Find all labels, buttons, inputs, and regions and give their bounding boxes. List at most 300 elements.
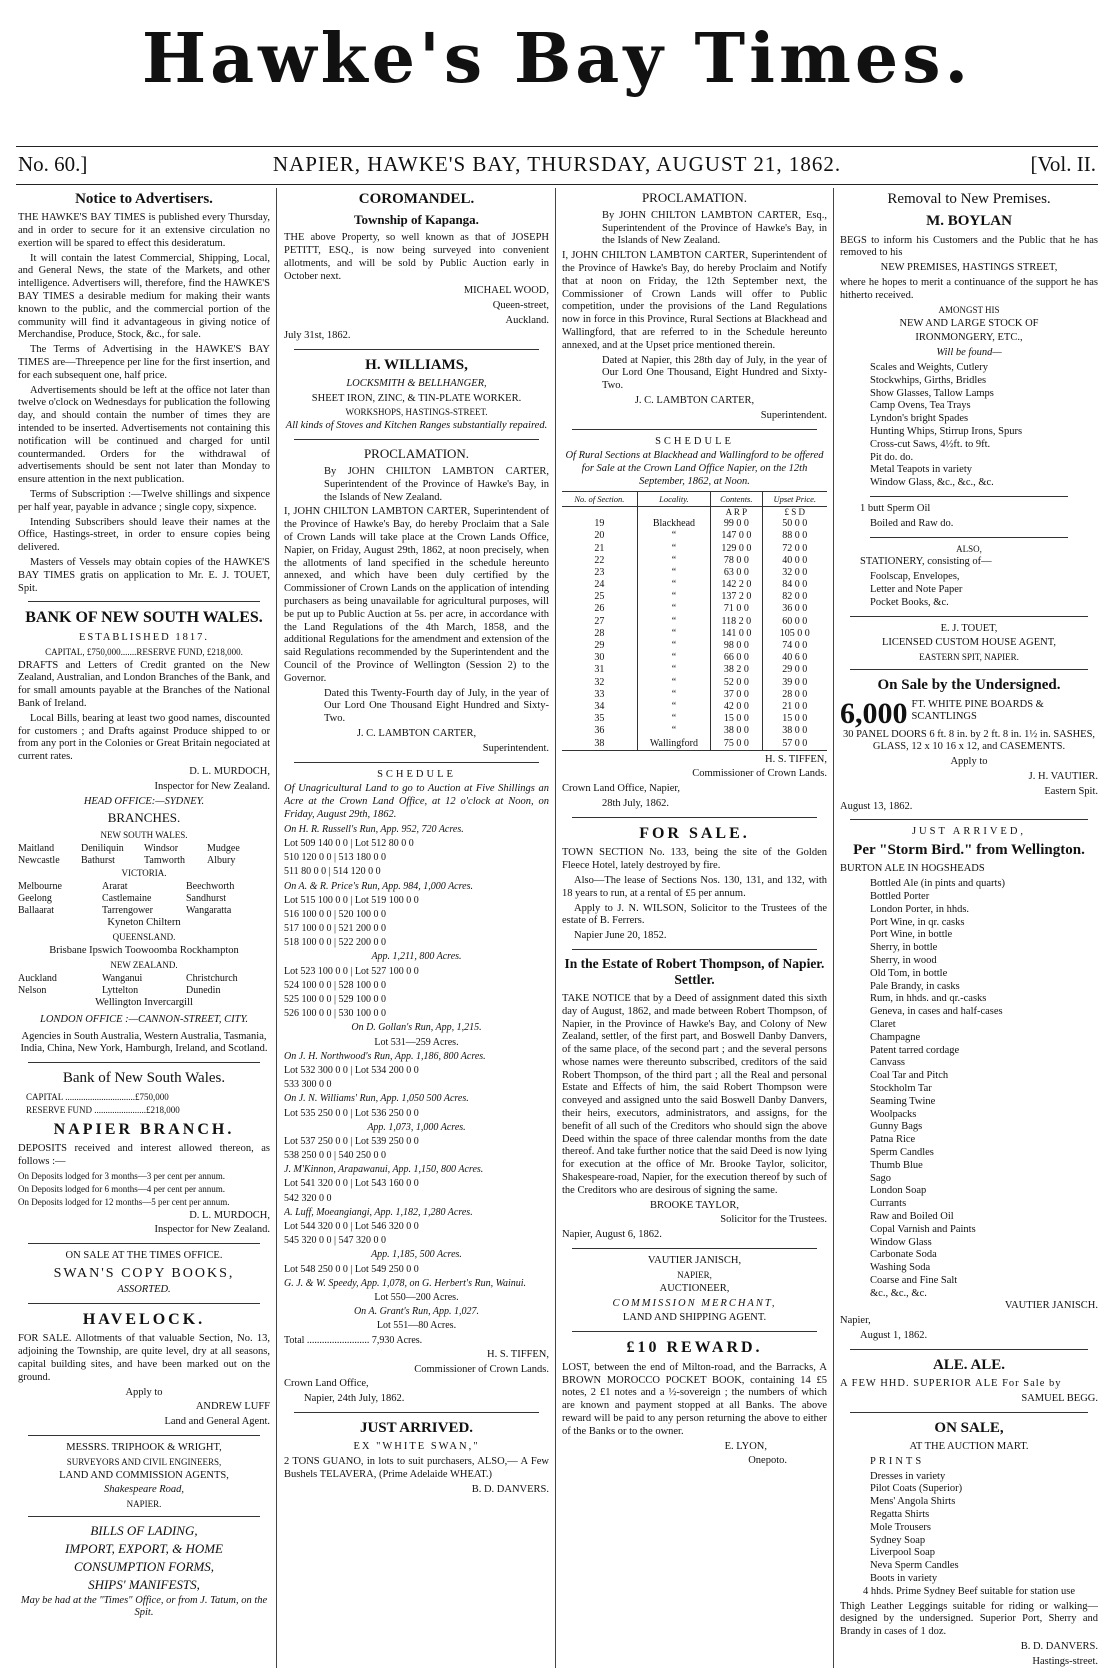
- run-heading: On A. Grant's Run, App. 1,027.: [353, 1306, 480, 1318]
- table-row: [562, 567, 827, 579]
- vautier-apply: Apply to: [950, 756, 988, 768]
- touet-title: LICENSED CUSTOM HOUSE AGENT,: [881, 637, 1057, 649]
- williams-trade: SHEET IRON, ZINC, & TIN-PLATE WORKER.: [311, 392, 522, 404]
- divider: [28, 1303, 260, 1304]
- table-row: [562, 579, 827, 591]
- list-item: Raw and Boiled Oil: [870, 1210, 954, 1222]
- branches-title: BRANCHES.: [107, 810, 181, 826]
- triphook-line: SURVEYORS AND CIVIL ENGINEERS,: [66, 1456, 222, 1467]
- vautier-janisch: VAUTIER JANISCH,: [647, 1255, 742, 1267]
- schedule-signature: H. S. TIFFEN,: [765, 753, 827, 765]
- reward-signature: E. LYON,: [724, 1440, 767, 1452]
- run-heading: G. J. & W. Speedy, App. 1,078, on G. Herbert's Run, Wainui.: [284, 1277, 527, 1289]
- schedule-total: Total ......................... 7,930 Acres.: [284, 1334, 423, 1346]
- top-rule: [16, 146, 1098, 147]
- table-cell: 28 0 0: [762, 689, 827, 701]
- bills-line: BILLS OF LADING,: [90, 1523, 198, 1539]
- column-2: [284, 188, 549, 1668]
- table-cell: 26: [594, 603, 605, 615]
- table-cell: 142 2 0: [711, 579, 763, 591]
- list-item: Stockwhips, Girths, Bridles: [870, 374, 987, 386]
- list-item: Patna Rice: [870, 1134, 916, 1146]
- vautier-janisch-line: LAND AND SHIPPING AGENT.: [622, 1312, 767, 1324]
- branch: Mudgee: [207, 843, 240, 855]
- list-item: Lyndon's bright Spades: [870, 413, 969, 425]
- run-heading: On J. H. Northwood's Run, App. 1,186, 800 Acres.: [284, 1050, 486, 1062]
- schedule-place: Crown Land Office, Napier,: [562, 783, 681, 795]
- list-item: Seaming Twine: [870, 1095, 936, 1107]
- divider: [28, 1243, 260, 1244]
- list-item: Sperm Candles: [870, 1146, 934, 1158]
- branch: Castlemaine: [102, 892, 152, 904]
- bills-line: SHIPS' MANIFESTS,: [88, 1576, 200, 1592]
- notice-text: The Terms of Advertising in the HAWKE'S BAY TIMES are—Threepence per line for the first insertion, and for each subsequent one, half price.: [18, 344, 270, 381]
- table-cell: [562, 507, 637, 518]
- branch: Wangaratta: [186, 905, 232, 916]
- table-cell: “: [637, 725, 710, 737]
- stationery: STATIONERY, consisting of—: [860, 556, 992, 568]
- table-cell: “: [637, 664, 710, 676]
- lot-row: Lot 535 250 0 0 | Lot 536 250 0 0: [284, 1107, 419, 1119]
- table-cell: 71 0 0: [711, 603, 763, 615]
- bank-text: DRAFTS and Letters of Credit granted on the New Zealand, Australian, and London Branches of the Bank, and for small amounts payable at the Branches of the National Bank of Ireland.: [18, 659, 270, 710]
- proclamation-title: PROCLAMATION.: [363, 446, 470, 462]
- divider: [294, 349, 539, 350]
- table-cell: 98 0 0: [711, 640, 763, 652]
- lot-row: 525 100 0 0 | 529 100 0 0: [284, 994, 387, 1006]
- coromandel-address: Queen-street,: [492, 300, 549, 312]
- schedule-signature-title: Commissioner of Crown Lands.: [692, 768, 827, 780]
- table-cell: “: [637, 677, 710, 689]
- burton-ale: BURTON ALE IN HOGSHEADS: [840, 863, 985, 875]
- list-item: Boots in variety: [870, 1573, 938, 1585]
- branch: Deniliquin: [81, 843, 124, 855]
- nz-branches-last: Wellington Invercargill: [95, 997, 193, 1009]
- table-cell: 42 0 0: [711, 701, 763, 713]
- lot-row: 542 320 0 0: [284, 1192, 332, 1204]
- head-office: HEAD OFFICE:—SYDNEY.: [83, 795, 205, 807]
- schedule-signature-title: Commissioner of Crown Lands.: [414, 1363, 549, 1375]
- branch: Ballaarat: [18, 905, 55, 916]
- lot-row: Lot 551—80 Acres.: [376, 1320, 457, 1332]
- lot-row: 545 320 0 0 | 547 320 0 0: [284, 1235, 387, 1247]
- branch: Beechworth: [186, 880, 235, 892]
- list-item: Sherry, in bottle: [870, 942, 938, 954]
- boards-text: FT. WHITE PINE BOARDS & SCANTLINGS: [911, 698, 1044, 723]
- just-arrived-title: JUST ARRIVED.: [359, 1419, 474, 1436]
- nsw-branches: [18, 843, 270, 867]
- lot-row: 533 300 0 0: [284, 1079, 332, 1091]
- list-item: Mens' Angola Shirts: [870, 1496, 956, 1508]
- ale-text: A FEW HHD. SUPERIOR ALE For Sale by: [840, 1378, 1062, 1390]
- schedule-title: SCHEDULE: [377, 768, 456, 780]
- coromandel-signature: MICHAEL WOOD,: [463, 285, 549, 297]
- williams-trade: LOCKSMITH & BELLHANGER,: [346, 377, 487, 389]
- proclamation-by: By JOHN CHILTON LAMBTON CARTER, Superintendent of the Province of Hawke's Bay, in the Islands of New Zealand.: [324, 466, 549, 503]
- just-arrived-text: 2 TONS GUANO, in lots to suit purchasers, ALSO,— A Few Bushels TELAVERA, (Prime Adelaide WHEAT.): [284, 1455, 549, 1480]
- table-cell: “: [637, 652, 710, 664]
- table-cell: 15 0 0: [711, 713, 763, 725]
- table-cell: “: [637, 616, 710, 628]
- reward-title: £10 REWARD.: [626, 1339, 763, 1357]
- goods-date: August 1, 1862.: [860, 1330, 928, 1342]
- notice-text: Terms of Subscription :—Twelve shillings and sixpence per half year, payable in advance ; single copy, sixpence.: [18, 489, 270, 513]
- schedule-date: Napier, 24th July, 1862.: [304, 1393, 405, 1405]
- divider: [28, 1435, 260, 1436]
- branch: Geelong: [18, 892, 52, 904]
- lot-row: 526 100 0 0 | 530 100 0 0: [284, 1008, 387, 1020]
- table-cell: 141 0 0: [711, 628, 763, 640]
- branch: Newcastle: [18, 855, 60, 867]
- divider: [294, 439, 539, 440]
- list-item: Coal Tar and Pitch: [870, 1070, 949, 1082]
- issue-number: No. 60.]: [18, 152, 88, 176]
- swan-copy-books: SWAN'S COPY BOOKS,: [53, 1265, 235, 1281]
- column-header: Locality.: [637, 491, 710, 506]
- table-cell: 19: [594, 518, 605, 530]
- coromandel-date: July 31st, 1862.: [284, 329, 351, 341]
- london-office: LONDON OFFICE :—CANNON-STREET, CITY.: [40, 1013, 248, 1025]
- units-row: [562, 507, 827, 518]
- volume-number: [Vol. II.: [1030, 152, 1096, 176]
- table-row: [562, 701, 827, 713]
- table-cell: 137 2 0: [711, 591, 763, 603]
- lot-row: Lot 537 250 0 0 | Lot 539 250 0 0: [284, 1135, 419, 1147]
- divider: [572, 949, 817, 950]
- divider: [850, 819, 1088, 820]
- proclamation-signature: J. C. LAMBTON CARTER,: [634, 395, 755, 407]
- reward-signature-place: Onepoto.: [748, 1455, 787, 1467]
- divider: [850, 669, 1088, 670]
- branch: Nelson: [18, 984, 47, 996]
- table-cell: 50 0 0: [762, 518, 827, 530]
- list-item: Window Glass, &c., &c., &c.: [870, 477, 994, 489]
- table-cell: 23: [594, 566, 605, 578]
- branch: Tamworth: [144, 855, 185, 867]
- table-row: [562, 689, 827, 701]
- run-heading: On D. Gollan's Run, App, 1,215.: [351, 1022, 482, 1034]
- table-cell: 39 0 0: [762, 677, 827, 689]
- list-item: Carbonate Soda: [870, 1249, 937, 1261]
- lot-row: Lot 548 250 0 0 | Lot 549 250 0 0: [284, 1263, 419, 1275]
- proclamation-signature-title: Superintendent.: [760, 409, 827, 421]
- branch: Lyttelton: [102, 984, 139, 996]
- bank-text: Local Bills, bearing at least two good names, discounted for customers ; and Drafts against Produce shipped to or from any port in the Colonies or Great Britain negociated at current rates.: [18, 712, 270, 763]
- williams-note: All kinds of Stoves and Kitchen Ranges substantially repaired.: [285, 420, 548, 432]
- qld-branches: Brisbane Ipswich Toowoomba Rockhampton: [49, 944, 239, 956]
- run-heading: App. 1,211, 800 Acres.: [371, 951, 462, 963]
- column-header: No. of Section.: [562, 491, 637, 506]
- bank-signature: D. L. MURDOCH,: [189, 766, 270, 778]
- deposits-text: DEPOSITS received and interest allowed thereon, as follows :—: [18, 1143, 270, 1167]
- lot-row: 518 100 0 0 | 522 200 0 0: [284, 937, 387, 949]
- lot-row: 516 100 0 0 | 520 100 0 0: [284, 908, 387, 920]
- proclamation-text: I, JOHN CHILTON LAMBTON CARTER, Superintendent of the Province of Hawke's Bay, do hereby Proclaim and Notify that at noon on Friday, the 12th September next, the Commissioner of Crown Lands will offer to Public competition, under the provisions of the Land Regulations now in force in this Province, Rural Sections at Blackhead and Wallingford, that are referred to in the Schedule hereunto annexed, and at the Upset price mentioned therein.: [562, 250, 827, 351]
- lot-row: Lot 541 320 0 0 | Lot 543 160 0 0: [284, 1178, 419, 1190]
- table-cell: 21: [594, 542, 605, 554]
- table-row: [562, 652, 827, 664]
- lot-schedule: [284, 824, 549, 1347]
- estate-title: In the Estate of Robert Thompson, of Napier. Settler.: [564, 955, 825, 988]
- proclamation-text: I, JOHN CHILTON LAMBTON CARTER, Superintendent of the Province of Hawke's Bay, do hereby Proclaim that a Sale of Crown Lands will take place at the Crown Lands Office, Napier, on Friday, August 29th, 1862, at noon precisely, when the allotments of land specified in the schedule hereunto annexed, and which have been duly certified by the Commissioner of Crown Lands on the application of intending purchasers as being unavailable for agricultural purposes, will be put up to Public Auction at 5s. per acre, in accordance with the Land Regulations of the 4th March, 1858, and the additional Regulations for the amendment and extension of the said Regulations recommended by the Superintendent and the Council of the Province of Wellington (Session 2) to the Governor.: [284, 506, 549, 684]
- lot-row: Lot 550—200 Acres.: [374, 1291, 459, 1303]
- table-cell: 57 0 0: [762, 738, 827, 751]
- table-cell: “: [637, 689, 710, 701]
- vic-label: VICTORIA.: [121, 867, 167, 878]
- table-cell: “: [637, 555, 710, 567]
- bills-line: CONSUMPTION FORMS,: [73, 1558, 215, 1574]
- stationery-items: [840, 571, 1098, 609]
- boards-quantity: 6,000: [840, 698, 908, 729]
- boylan-text: where he hopes to merit a continuance of the support he has hitherto received.: [840, 276, 1098, 301]
- divider: [28, 601, 260, 602]
- bills-line: IMPORT, EXPORT, & HOME: [64, 1541, 224, 1557]
- dateline: [18, 152, 1096, 180]
- triphook-name: MESSRS. TRIPHOOK & WRIGHT,: [66, 1441, 222, 1453]
- havelock-apply: Apply to: [125, 1386, 163, 1398]
- table-cell: 147 0 0: [711, 530, 763, 542]
- vic-branches: [18, 881, 270, 918]
- column-4: [840, 188, 1098, 1668]
- branch: Albury: [207, 855, 236, 867]
- column-header: Upset Price.: [762, 491, 827, 506]
- list-item: Show Glasses, Tallow Lamps: [870, 387, 994, 399]
- schedule-subtitle: Of Unagricultural Land to go to Auction at Five Shillings an Acre at the Crown Land Office, at 12 o'clock at Noon, on Friday, August 29th, 1862.: [284, 783, 549, 820]
- list-item: Claret: [870, 1018, 896, 1030]
- lot-row: 517 100 0 0 | 521 200 0 0: [284, 923, 387, 935]
- divider: [294, 762, 539, 763]
- table-cell: 88 0 0: [762, 530, 827, 542]
- list-item: London Soap: [870, 1185, 927, 1197]
- list-item: Scales and Weights, Cutlery: [870, 361, 988, 373]
- run-heading: On J. N. Williams' Run, App. 1,050 500 Acres.: [284, 1093, 469, 1105]
- bank2-capital: CAPITAL ...............................£750,000: [26, 1091, 169, 1102]
- schedule-date: 28th July, 1862.: [602, 798, 669, 810]
- proclamation-title: PROCLAMATION.: [641, 190, 748, 205]
- branch: Bathurst: [81, 855, 115, 867]
- just-arrived-ship: Per "Storm Bird." from Wellington.: [853, 842, 1085, 859]
- table-cell: 21 0 0: [762, 701, 827, 713]
- proclamation-signature: J. C. LAMBTON CARTER,: [356, 727, 477, 739]
- table-cell: “: [637, 579, 710, 591]
- nsw-label: NEW SOUTH WALES.: [100, 830, 188, 841]
- list-item: Metal Teapots in variety: [870, 464, 973, 476]
- table-cell: 105 0 0: [762, 628, 827, 640]
- touet-address: EASTERN SPIT, NAPIER.: [919, 652, 1019, 663]
- table-cell: 99 0 0: [711, 518, 763, 530]
- divider: [850, 1349, 1088, 1350]
- table-cell: 74 0 0: [762, 640, 827, 652]
- vautier-janisch-line: COMMISSION MERCHANT,: [612, 1297, 777, 1309]
- bank-signature-title: Inspector for New Zealand.: [154, 780, 270, 792]
- estate-date: Napier, August 6, 1862.: [562, 1229, 662, 1241]
- vic-branches-last: Kyneton Chiltern: [107, 917, 181, 929]
- nz-branches: [18, 973, 270, 997]
- branch: Tarrengower: [102, 905, 153, 916]
- table-cell: 82 0 0: [762, 591, 827, 603]
- divider: [870, 496, 1068, 497]
- boylan-text: BEGS to inform his Customers and the Public that he has removed to his: [840, 234, 1098, 259]
- havelock-text: FOR SALE. Allotments of that valuable Section, No. 13, adjoining the Township, are quite level, dry at all seasons, capital building sites, and have been marked out on the ground.: [18, 1333, 270, 1383]
- danvers-address: Hastings-street.: [1032, 1655, 1098, 1667]
- list-item: Champagne: [870, 1031, 921, 1043]
- napier-branch-title: NAPIER BRANCH.: [53, 1120, 235, 1138]
- proclamation-by: By JOHN CHILTON LAMBTON CARTER, Esq., Superintendent of the Province of Hawke's Bay, in the Islands of New Zealand.: [602, 209, 827, 247]
- list-item: Sherry, in wood: [870, 954, 937, 966]
- notice-text: Masters of Vessels may obtain copies of the HAWKE'S BAY TIMES gratis on application to Mr. E. J. TOUET, Spit.: [18, 557, 270, 594]
- coromandel-address: Auckland.: [505, 314, 549, 326]
- table-cell: 129 0 0: [711, 543, 763, 555]
- table-row: [562, 591, 827, 603]
- table-cell: 78 0 0: [711, 555, 763, 567]
- lot-row: Lot 509 140 0 0 | Lot 512 80 0 0: [284, 837, 414, 849]
- deposit-rate: On Deposits lodged for 3 months—3 per cent per annum.: [18, 1170, 225, 1181]
- just-arrived-signature: B. D. DANVERS.: [471, 1483, 549, 1495]
- list-item: Pale Brandy, in casks: [870, 980, 960, 992]
- table-cell: A R P: [711, 507, 763, 518]
- qld-label: QUEENSLAND.: [112, 931, 176, 942]
- table-cell: 63 0 0: [711, 567, 763, 579]
- masthead-title: Hawke's Bay Times.: [141, 19, 973, 99]
- proclamation-dated: Dated this Twenty-Fourth day of July, in the year of Our Lord One Thousand Eight Hundred and Sixty-Two.: [324, 687, 549, 725]
- run-heading: J. M'Kinnon, Arapawanui, App. 1,150, 800 Acres.: [284, 1164, 484, 1176]
- list-item: Woolpacks: [870, 1108, 917, 1120]
- estate-signature: BROOKE TAYLOR,: [649, 1199, 739, 1211]
- rural-sections-table: [562, 491, 827, 751]
- list-item: Copal Varnish and Paints: [870, 1223, 976, 1235]
- deposit-signature: D. L. MURDOCH,: [189, 1209, 270, 1221]
- schedule-signature: H. S. TIFFEN,: [487, 1348, 549, 1360]
- list-item: Hunting Whips, Stirrup Irons, Spurs: [870, 425, 1023, 437]
- table-cell: 40 0 0: [762, 555, 827, 567]
- table-row: [562, 628, 827, 640]
- run-heading: On H. R. Russell's Run, App. 952, 720 Acres.: [284, 823, 464, 835]
- list-item: Window Glass: [870, 1236, 932, 1248]
- triphook-line: NAPIER.: [126, 1499, 162, 1510]
- boards-ad: [840, 699, 1098, 729]
- table-row: [562, 640, 827, 652]
- table-header: [562, 491, 827, 506]
- vautier-date: August 13, 1862.: [840, 800, 913, 812]
- branch: Dunedin: [186, 984, 221, 996]
- table-cell: 24: [594, 579, 605, 591]
- sale-items: [840, 1471, 1098, 1586]
- for-sale-title: FOR SALE.: [639, 824, 750, 842]
- table-cell: “: [637, 628, 710, 640]
- williams-address: WORKSHOPS, HASTINGS-STREET.: [345, 407, 488, 418]
- bank-capital: CAPITAL, £750,000.......RESERVE FUND, £218,000.: [45, 646, 243, 657]
- goods-signature: VAUTIER JANISCH.: [1004, 1300, 1098, 1312]
- column-divider: [555, 188, 556, 1668]
- table-row: [562, 677, 827, 689]
- table-cell: 20: [594, 530, 605, 542]
- triphook-line: Shakespeare Road,: [103, 1484, 185, 1496]
- butt-oil: 1 butt Sperm Oil: [860, 502, 931, 514]
- table-cell: “: [637, 567, 710, 579]
- table-cell: 33: [594, 688, 605, 700]
- divider: [850, 1412, 1088, 1413]
- goods-list: [840, 878, 1098, 1300]
- schedule-place: Crown Land Office,: [284, 1378, 369, 1390]
- branch: Maitland: [18, 843, 55, 855]
- table-row: [562, 738, 827, 751]
- table-row: [562, 713, 827, 725]
- vautier-signature: J. H. VAUTIER.: [1028, 770, 1098, 782]
- branch: Windsor: [144, 843, 179, 855]
- agencies: Agencies in South Australia, Western Australia, Tasmania, India, China, New York, Hamburgh, Ireland, and Scotland.: [20, 1030, 268, 1055]
- boylan-stock: NEW AND LARGE STOCK OF: [899, 317, 1039, 329]
- onsale2-title: ON SALE,: [934, 1419, 1004, 1436]
- estate-signature-title: Solicitor for the Trustees.: [720, 1214, 827, 1226]
- divider: [572, 1248, 817, 1249]
- branch: Ararat: [102, 880, 128, 892]
- boylan-found: Will be found—: [936, 347, 1002, 359]
- table-cell: 15 0 0: [762, 713, 827, 725]
- havelock-signature-title: Land and General Agent.: [164, 1416, 270, 1428]
- boylan-premises: NEW PREMISES, HASTINGS STREET,: [880, 262, 1058, 274]
- prints-heading: PRINTS: [870, 1455, 925, 1467]
- table-cell: 29 0 0: [762, 664, 827, 676]
- branch: Wanganui: [102, 972, 143, 984]
- reward-text: LOST, between the end of Milton-road, and the Barracks, A BROWN MOROCCO POCKET BOOK, containing 14 £5 notes, 2 £1 notes and a ½-sovereign ; the numbers of which are known and payment stopped at all Banks. The above reward will be paid to any person returning the above to either of the Banks or to the owner.: [562, 1361, 827, 1437]
- boylan-title: M. BOYLAN: [926, 213, 1012, 230]
- list-item: Bottled Porter: [870, 890, 930, 902]
- for-sale-date: Napier June 20, 1852.: [574, 930, 667, 942]
- list-item: Canvass: [870, 1057, 905, 1069]
- coromandel-title: COROMANDEL.: [358, 191, 475, 207]
- lot-row: Lot 532 300 0 0 | Lot 534 200 0 0: [284, 1064, 419, 1076]
- williams-title: H. WILLIAMS,: [365, 356, 468, 373]
- lot-row: 524 100 0 0 | 528 100 0 0: [284, 979, 387, 991]
- goods-place: Napier,: [840, 1315, 871, 1327]
- table-cell: [637, 507, 710, 518]
- table-cell: “: [637, 591, 710, 603]
- table-cell: 31: [594, 664, 605, 676]
- deposit-rate: On Deposits lodged for 12 months—5 per cent per annum.: [18, 1196, 230, 1207]
- lot-row: 538 250 0 0 | 540 250 0 0: [284, 1150, 387, 1162]
- table-row: [562, 530, 827, 542]
- table-cell: 66 0 0: [711, 652, 763, 664]
- list-item: Gunny Bags: [870, 1121, 923, 1133]
- table-cell: £ S D: [762, 507, 827, 518]
- divider: [870, 537, 1068, 538]
- vautier-janisch-line: NAPIER,: [677, 1269, 712, 1280]
- branch: Melbourne: [18, 880, 62, 892]
- just-arrived-title: JUST ARRIVED,: [911, 826, 1027, 838]
- run-heading: On A. & R. Price's Run, App. 984, 1,000 Acres.: [284, 880, 473, 892]
- column-header: Contents.: [711, 491, 763, 506]
- bank-title: BANK OF NEW SOUTH WALES.: [25, 609, 263, 627]
- notice-text: Intending Subscribers should leave their names at the Office, Hastings-street, in order to ensure copies being delivered.: [18, 516, 270, 554]
- dateline-text: NAPIER, HAWKE'S BAY, THURSDAY, AUGUST 21, 1862.: [272, 152, 842, 176]
- table-cell: 32: [594, 676, 605, 688]
- dateline-rule: [16, 184, 1098, 185]
- table-cell: 118 2 0: [711, 616, 763, 628]
- divider: [294, 1412, 539, 1413]
- notice-text: It will contain the latest Commercial, Shipping, Local, and General News, the state of the Markets, and other intelligence. Advertisers will, therefore, find the HAWKE'S BAY TIMES a desirable medium for making their wants known to the public, and the commercial portion of the community will find it advantageous in giving notice of Merchandise, Produce, Stock, &c., for sale.: [18, 252, 270, 341]
- table-cell: 60 0 0: [762, 616, 827, 628]
- run-heading: App. 1,185, 500 Acres.: [371, 1249, 462, 1261]
- onsale-title: On Sale by the Undersigned.: [877, 677, 1061, 694]
- list-item: Port Wine, in bottle: [870, 929, 953, 941]
- bank-established: ESTABLISHED 1817.: [79, 631, 209, 643]
- list-item: Liverpool Soap: [870, 1547, 936, 1559]
- ale-title: ALE. ALE.: [932, 1356, 1006, 1373]
- table-cell: 38 2 0: [711, 664, 763, 676]
- schedule-title: SCHEDULE: [655, 435, 734, 447]
- table-row: [562, 664, 827, 676]
- table-cell: 29: [594, 640, 605, 651]
